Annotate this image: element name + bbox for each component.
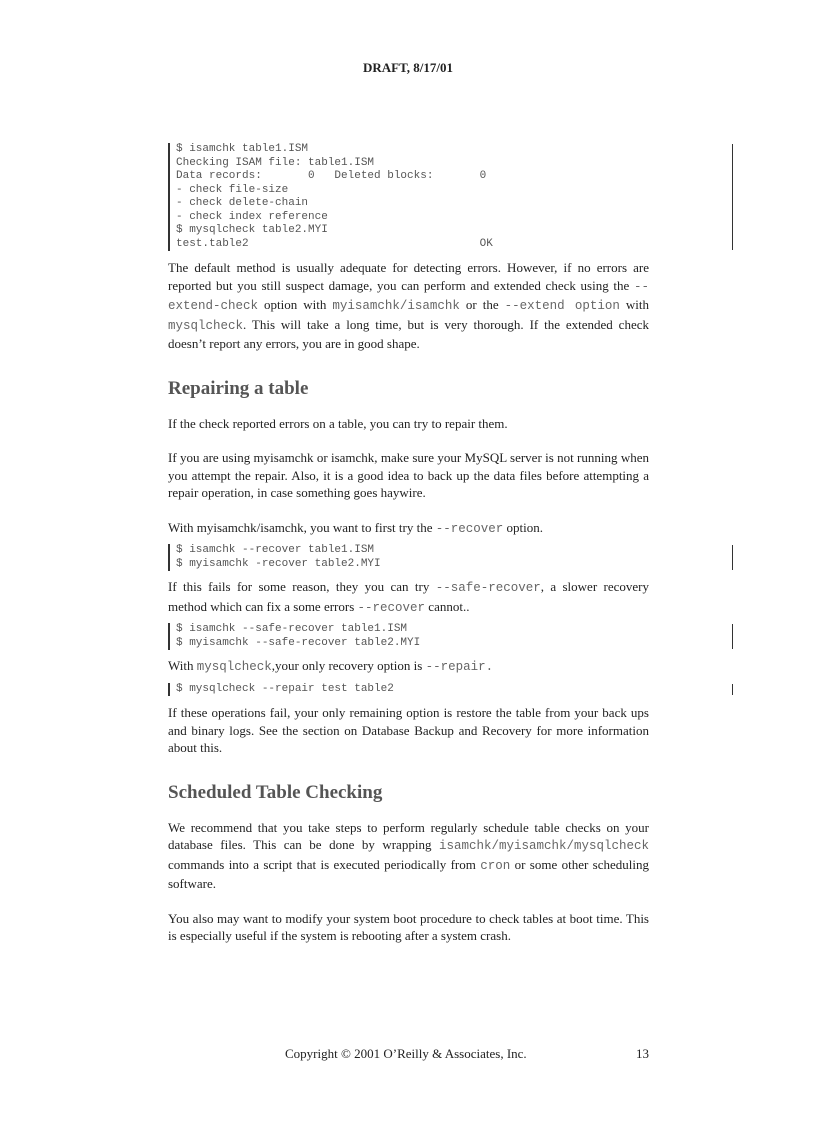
- code-line: test.table2 OK: [176, 237, 493, 250]
- code-line: Checking ISAM file: table1.ISM: [176, 156, 375, 169]
- code-block-repair: [168, 683, 649, 697]
- inline-code: mysqlcheck: [196, 660, 272, 674]
- paragraph-restore: If these operations fail, your only remaining option is restore the table from your back ups and binary logs. See the section on Database Backup and Recovery for more information about this.: [168, 705, 649, 755]
- inline-code: --recover: [357, 600, 426, 615]
- page-content: [168, 140, 649, 945]
- code-line: $ mysqlcheck --repair test table2: [176, 682, 394, 695]
- code-line: - check file-size: [176, 183, 289, 196]
- code-block-check: [168, 143, 649, 251]
- inline-code: --extend-check: [168, 279, 649, 313]
- code-block-safe-recover: [168, 623, 649, 650]
- inline-code: --recover: [435, 521, 504, 536]
- code-block-recover: [168, 544, 649, 571]
- paragraph-repair-intro: If the check reported errors on a table, you can try to repair them.: [168, 415, 508, 431]
- code-line: $ isamchk --recover table1.ISM: [176, 544, 375, 556]
- inline-code: --safe-recover: [435, 581, 541, 595]
- section-heading-scheduled: Scheduled Table Checking: [168, 781, 383, 803]
- code-line: $ isamchk table1.ISM: [176, 143, 309, 155]
- section-heading-repairing: Repairing a table: [168, 377, 309, 399]
- code-line: $ isamchk --safe-recover table1.ISM: [176, 623, 408, 635]
- code-line: $ myisamchk --safe-recover table2.MYI: [176, 636, 421, 649]
- paragraph-recover: With myisamchk/isamchk, you want to first try the --recover option.: [168, 519, 543, 536]
- code-line: $ mysqlcheck table2.MYI: [176, 224, 328, 236]
- paragraph-server-warning: If you are using myisamchk or isamchk, make sure your MySQL server is not running when you attempt the repair. Also, it is a good idea to back up the data files before attempting a repair operation, in case something goes haywire.: [168, 450, 649, 500]
- inline-code: myisamchk/isamchk: [332, 299, 460, 313]
- paragraph-boot: You also may want to modify your system boot procedure to check tables at boot time. This is especially useful if the system is rebooting after a system crash.: [168, 910, 649, 943]
- paragraph-safe-recover: If this fails for some reason, they you can try --safe-recover, a slower recovery method which can fix a some errors --recover cannot..: [168, 579, 649, 615]
- page-number: 13: [636, 1046, 649, 1061]
- copyright-text: Copyright © 2001 O’Reilly & Associates, Inc.: [285, 1046, 527, 1061]
- inline-code: --extend option: [504, 299, 620, 313]
- paragraph-extended-check: The default method is usually adequate for detecting errors. However, if no errors are reported but you still suspect damage, you can perform and extended check using the --extend-check option with myisamchk/isamchk or the --extend option with mysqlcheck. This will take a long time, but is very thorough. If the extended check doesn’t report any errors, you are in good shape.: [168, 260, 650, 351]
- draft-header: DRAFT, 8/17/01: [362, 60, 454, 75]
- inline-code: mysqlcheck: [168, 318, 244, 333]
- inline-code: isamchk/myisamchk/mysqlcheck: [438, 839, 649, 853]
- paragraph-mysqlcheck-repair: With mysqlcheck,your only recovery option is --repair.: [168, 658, 494, 674]
- paragraph-schedule: We recommend that you take steps to perform regularly schedule table checks on your database files. This can be done by wrapping isamchk/myisamchk/mysqlcheck commands into a script that is executed periodically from cron or some other scheduling software.: [168, 819, 649, 891]
- code-line: Data records: 0 Deleted blocks: 0: [176, 170, 487, 182]
- inline-code: cron: [480, 858, 511, 873]
- code-line: - check delete-chain: [176, 197, 309, 209]
- code-line: - check index reference: [176, 210, 328, 223]
- inline-code: --repair.: [425, 660, 494, 674]
- code-line: $ myisamchk -recover table2.MYI: [176, 557, 381, 570]
